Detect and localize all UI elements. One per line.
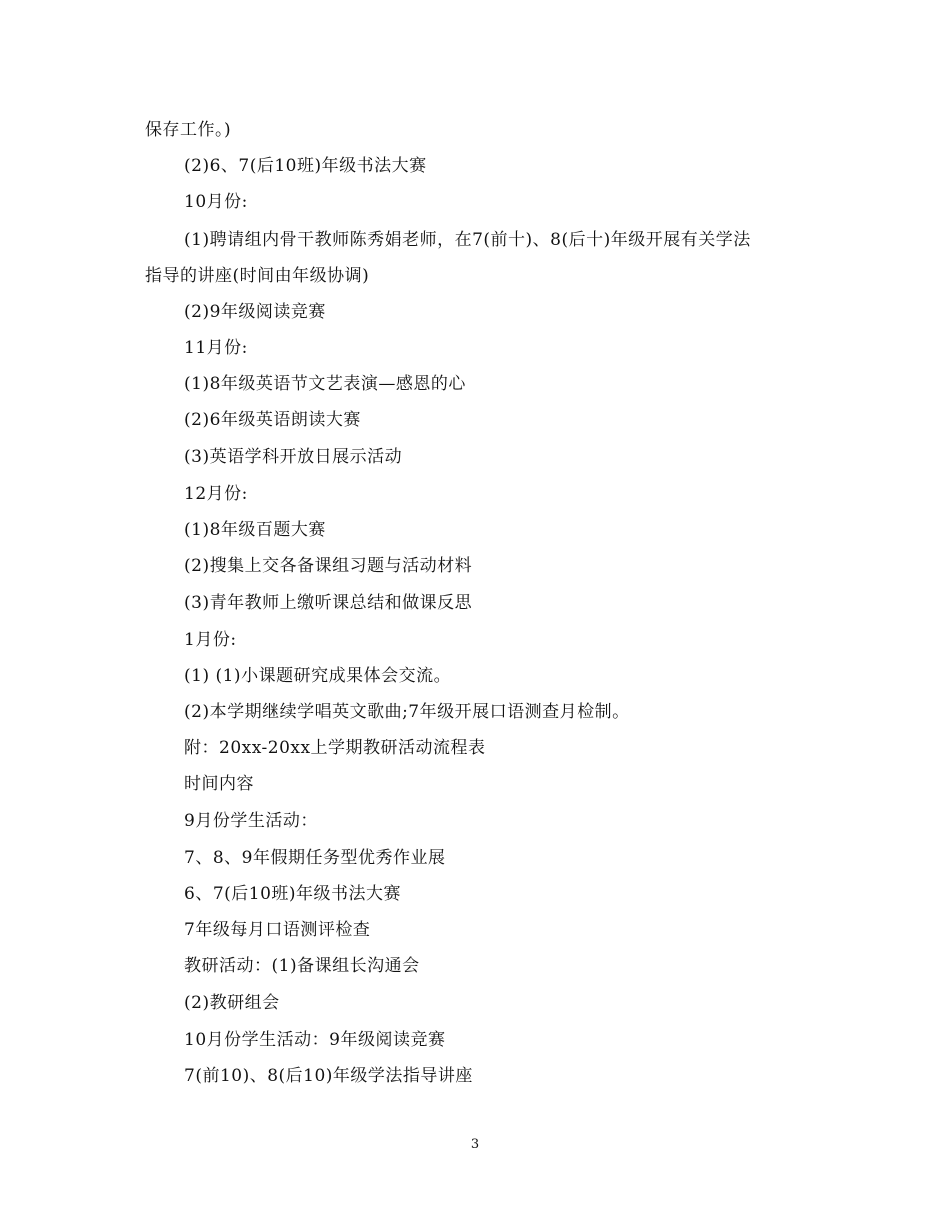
text-line: 教研活动：(1)备课组长沟通会 <box>184 956 420 976</box>
text-line: 时间内容 <box>184 774 254 794</box>
text-line: (3)青年教师上缴听课总结和做课反思 <box>184 593 473 613</box>
text-line: 保存工作。) <box>145 120 232 140</box>
text-line: 附：20xx-20xx上学期教研活动流程表 <box>184 738 486 758</box>
text-line: (2)搜集上交各备课组习题与活动材料 <box>184 556 473 576</box>
text-line: (2)6年级英语朗读大赛 <box>184 410 361 430</box>
text-line: (1) (1)小课题研究成果体会交流。 <box>184 666 452 686</box>
text-line: (3)英语学科开放日展示活动 <box>184 447 403 467</box>
text-line: 7、8、9年假期任务型优秀作业展 <box>184 848 446 868</box>
text-line: 10月份学生活动：9年级阅读竞赛 <box>184 1030 446 1050</box>
text-line: (2)9年级阅读竞赛 <box>184 302 326 322</box>
text-line: 6、7(后10班)年级书法大赛 <box>184 884 402 904</box>
text-line: (1)8年级英语节文艺表演—感恩的心 <box>184 374 466 394</box>
text-line: 指导的讲座(时间由年级协调) <box>145 266 370 286</box>
page-number: 3 <box>470 1137 480 1152</box>
text-line: 7年级每月口语测评检查 <box>184 920 371 940</box>
text-line: 10月份: <box>184 192 248 212</box>
text-line: 9月份学生活动： <box>184 811 318 831</box>
text-line: 7(前10)、8(后10)年级学法指导讲座 <box>184 1066 473 1086</box>
text-line: 12月份: <box>184 484 248 504</box>
text-line: (2)本学期继续学唱英文歌曲;7年级开展口语测查月检制。 <box>184 702 630 722</box>
text-line: (1)8年级百题大赛 <box>184 520 326 540</box>
text-line: 11月份: <box>184 338 248 358</box>
text-line: 1月份: <box>184 630 237 650</box>
text-line: (2)教研组会 <box>184 993 280 1013</box>
text-line: (2)6、7(后10班)年级书法大赛 <box>184 156 427 176</box>
text-line: (1)聘请组内骨干教师陈秀娟老师，在7(前十)、8(后十)年级开展有关学法 <box>184 230 751 250</box>
